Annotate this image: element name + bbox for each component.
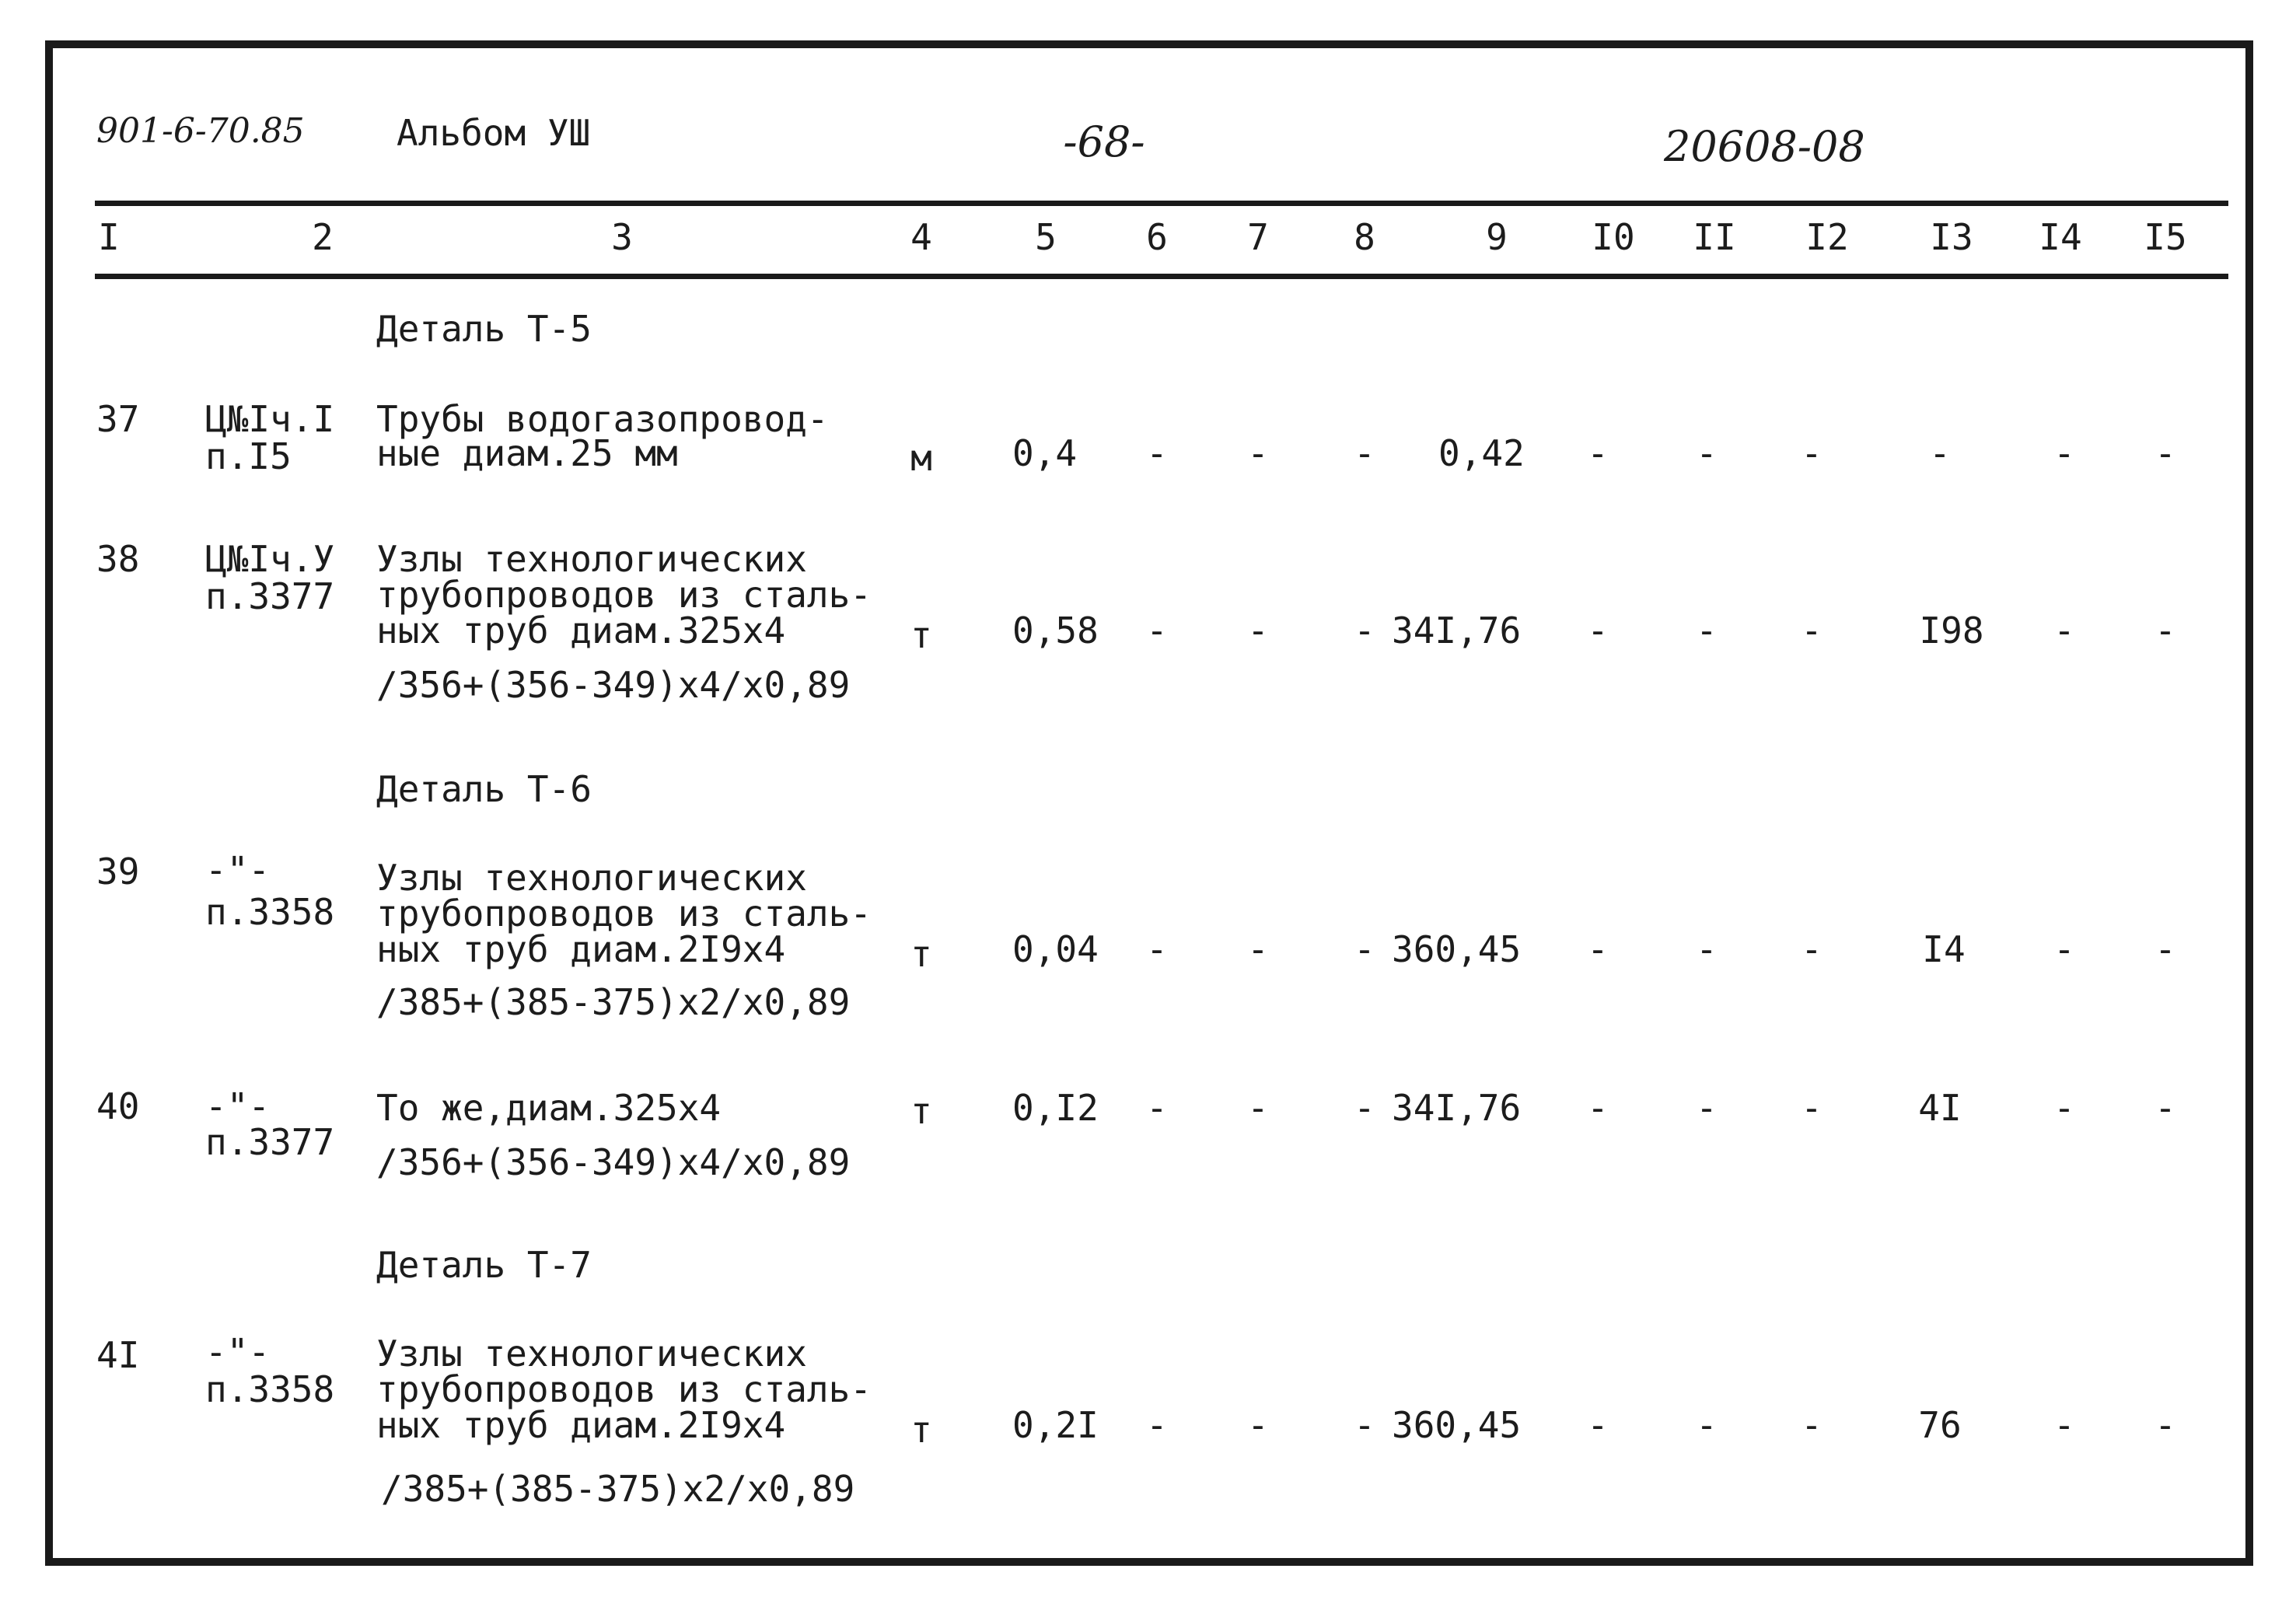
row-desc-line: То же,диам.325х4	[376, 1087, 722, 1129]
row-col7: -	[1247, 1404, 1269, 1446]
col-header-9: 9	[1486, 216, 1508, 258]
row-unit: т	[910, 614, 932, 656]
col-header-14: I4	[2039, 216, 2082, 258]
row-col9: 360,45	[1392, 928, 1522, 970]
row-col13: 4I	[1918, 1087, 1962, 1129]
row-desc-line: трубопроводов из сталь-	[376, 574, 872, 616]
row-col12: -	[1801, 1404, 1822, 1446]
row-desc-line: Трубы водогазопровод-	[376, 398, 829, 440]
row-col13: I4	[1922, 928, 1966, 970]
row-col11: -	[1696, 1087, 1718, 1129]
row-col5: 0,04	[1012, 928, 1099, 970]
row-col5: 0,2I	[1012, 1404, 1099, 1446]
row-col11: -	[1696, 432, 1718, 474]
row-col15: -	[2154, 1087, 2176, 1129]
row-ref-item: п.3358	[205, 1368, 335, 1410]
row-col12: -	[1801, 928, 1822, 970]
row-col8: -	[1354, 928, 1375, 970]
row-col9: 34I,76	[1392, 610, 1522, 652]
row-unit: т	[910, 1090, 932, 1132]
row-col7: -	[1247, 610, 1269, 652]
row-col5: 0,I2	[1012, 1087, 1099, 1129]
row-ref-catalog: -"-	[205, 1085, 271, 1127]
row-col14: -	[2053, 432, 2075, 474]
row-col13: -	[1929, 432, 1951, 474]
row-col5: 0,4	[1012, 432, 1078, 474]
col-header-10: I0	[1592, 216, 1635, 258]
row-ref-catalog: Ц№Iч.У	[205, 538, 335, 580]
col-header-8: 8	[1354, 216, 1375, 258]
col-header-13: I3	[1930, 216, 1973, 258]
row-col6: -	[1146, 432, 1168, 474]
col-header-2: 2	[312, 216, 334, 258]
row-col6: -	[1146, 928, 1168, 970]
row-col14: -	[2053, 928, 2075, 970]
row-col11: -	[1696, 610, 1718, 652]
row-col6: -	[1146, 1404, 1168, 1446]
row-num: 39	[96, 851, 140, 893]
page-number: -68-	[1063, 117, 1145, 166]
row-num: 4I	[96, 1334, 140, 1376]
row-desc-line: трубопроводов из сталь-	[376, 1368, 872, 1410]
row-desc-line: /385+(385-375)х2/х0,89	[381, 1468, 855, 1510]
section-title-t6: Деталь Т-6	[376, 768, 592, 810]
col-header-4: 4	[910, 216, 932, 258]
row-col9: 0,42	[1438, 432, 1525, 474]
row-desc-line: трубопроводов из сталь-	[376, 893, 872, 935]
row-unit: т	[910, 933, 932, 975]
row-num: 40	[96, 1085, 140, 1127]
row-col14: -	[2053, 610, 2075, 652]
row-col8: -	[1354, 610, 1375, 652]
section-title-t7: Деталь Т-7	[376, 1244, 592, 1286]
row-ref-catalog: -"-	[205, 849, 271, 891]
row-desc-line: Узлы технологических	[376, 1333, 807, 1375]
project-number: 20608-08	[1664, 122, 1865, 171]
row-ref-item: п.3377	[205, 575, 335, 617]
row-col8: -	[1354, 432, 1375, 474]
col-header-7: 7	[1247, 216, 1269, 258]
row-ref-item: п.3377	[205, 1121, 335, 1163]
col-header-6: 6	[1146, 216, 1168, 258]
col-header-11: II	[1693, 216, 1736, 258]
section-title-t5: Деталь Т-5	[376, 308, 592, 350]
row-col15: -	[2154, 610, 2176, 652]
row-col10: -	[1587, 928, 1609, 970]
row-col7: -	[1247, 1087, 1269, 1129]
header-top-rule	[95, 201, 2228, 206]
row-desc-line: ных труб диам.2I9х4	[376, 928, 786, 970]
row-col15: -	[2154, 928, 2176, 970]
row-col6: -	[1146, 1087, 1168, 1129]
row-col12: -	[1801, 610, 1822, 652]
row-col15: -	[2154, 1404, 2176, 1446]
row-col10: -	[1587, 610, 1609, 652]
row-col14: -	[2053, 1404, 2075, 1446]
row-col10: -	[1587, 1087, 1609, 1129]
row-unit: м	[910, 437, 932, 479]
row-desc-line: ные диам.25 мм	[376, 432, 678, 474]
row-col9: 360,45	[1392, 1404, 1522, 1446]
row-col10: -	[1587, 432, 1609, 474]
row-col13: 76	[1918, 1404, 1962, 1446]
row-ref-item: п.I5	[205, 435, 292, 477]
col-header-1: I	[98, 216, 120, 258]
row-col14: -	[2053, 1087, 2075, 1129]
col-header-5: 5	[1035, 216, 1057, 258]
row-col9: 34I,76	[1392, 1087, 1522, 1129]
row-desc-line: ных труб диам.325х4	[376, 610, 786, 652]
row-ref-catalog: -"-	[205, 1331, 271, 1373]
row-col15: -	[2154, 432, 2176, 474]
row-col13: I98	[1919, 610, 1984, 652]
col-header-15: I5	[2144, 216, 2187, 258]
row-unit: т	[910, 1409, 932, 1451]
album-label: Альбом УШ	[397, 112, 591, 154]
row-col11: -	[1696, 928, 1718, 970]
row-desc-line: Узлы технологических	[376, 538, 807, 580]
row-col12: -	[1801, 1087, 1822, 1129]
row-col8: -	[1354, 1404, 1375, 1446]
header-bottom-rule	[95, 274, 2228, 279]
row-col12: -	[1801, 432, 1822, 474]
row-col8: -	[1354, 1087, 1375, 1129]
row-col7: -	[1247, 928, 1269, 970]
col-header-12: I2	[1805, 216, 1849, 258]
row-ref-catalog: Ц№Iч.I	[205, 398, 335, 440]
row-desc-line: Узлы технологических	[376, 857, 807, 899]
row-ref-item: п.3358	[205, 891, 335, 933]
row-col6: -	[1146, 610, 1168, 652]
row-col10: -	[1587, 1404, 1609, 1446]
row-desc-line: /356+(356-349)х4/х0,89	[376, 1141, 851, 1183]
row-col11: -	[1696, 1404, 1718, 1446]
col-header-3: 3	[611, 216, 633, 258]
row-desc-line: ных труб диам.2I9х4	[376, 1404, 786, 1446]
row-desc-line: /356+(356-349)х4/х0,89	[376, 664, 851, 706]
row-num: 37	[96, 398, 140, 440]
row-col5: 0,58	[1012, 610, 1099, 652]
doc-code: 901-6-70.85	[96, 111, 305, 151]
row-col7: -	[1247, 432, 1269, 474]
row-desc-line: /385+(385-375)х2/х0,89	[376, 981, 851, 1023]
row-num: 38	[96, 538, 140, 580]
